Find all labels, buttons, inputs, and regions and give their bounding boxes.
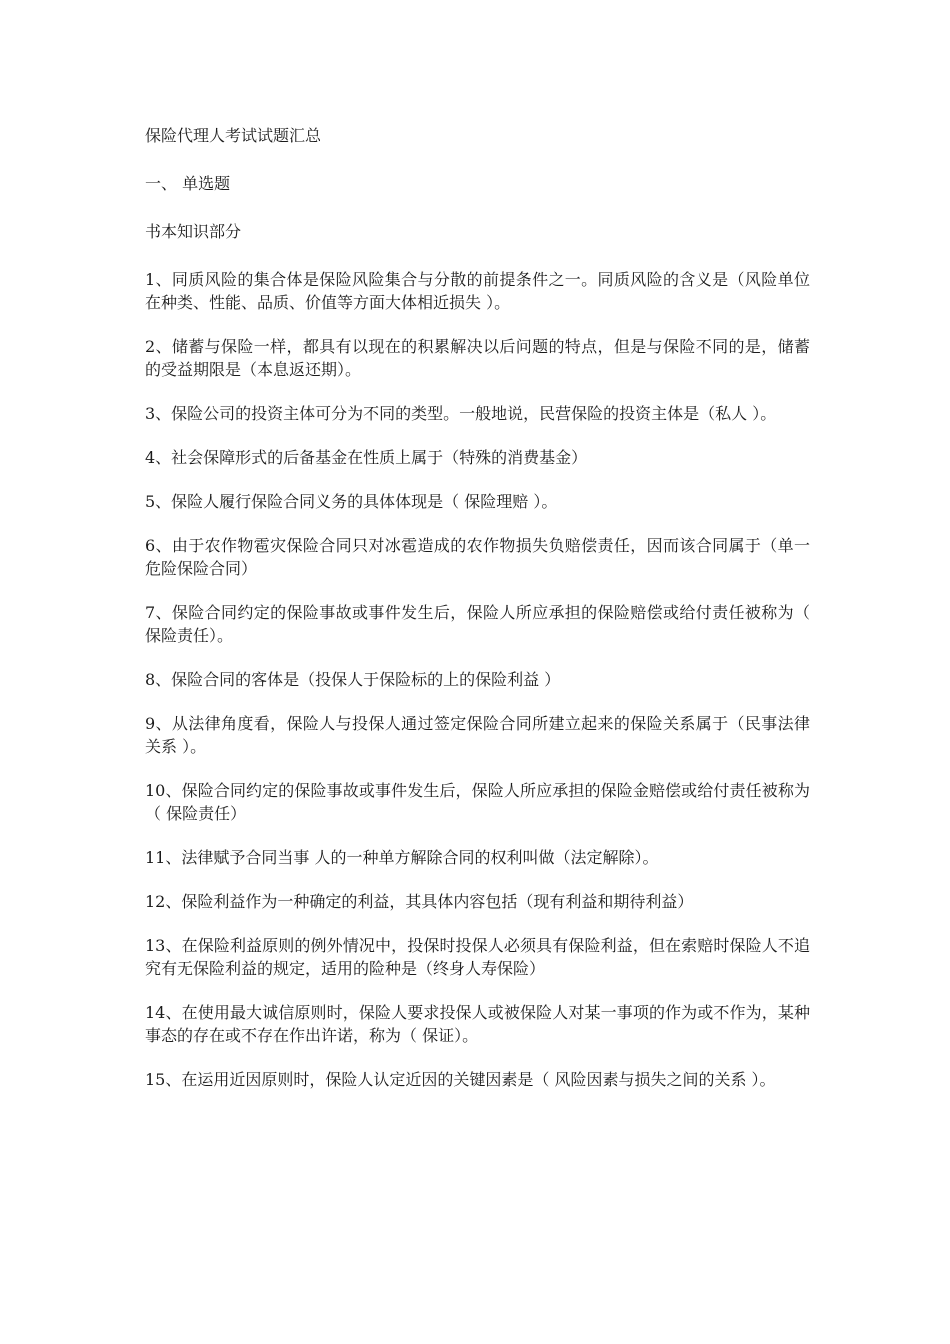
question-7: 7、保险合同约定的保险事故或事件发生后，保险人所应承担的保险赔偿或给付责任被称为（ 保险责任）。	[145, 603, 810, 645]
question-1: 1、同质风险的集合体是保险风险集合与分散的前提条件之一。同质风险的含义是（风险单位在种类、性能、品质、价值等方面大体相近损失 ）。	[145, 270, 810, 312]
document-title: 保险代理人考试试题汇总	[145, 126, 322, 145]
document-body	[145, 124, 810, 1112]
question-9: 9、从法律角度看，保险人与投保人通过签定保险合同所建立起来的保险关系属于（民事法律关系 ）。	[145, 714, 810, 756]
question-5: 5、保险人履行保险合同义务的具体体现是（ 保险理赔 ）。	[145, 492, 558, 511]
question-3: 3、保险公司的投资主体可分为不同的类型。一般地说，民营保险的投资主体是（私人 ）。	[145, 404, 777, 423]
question-10: 10、保险合同约定的保险事故或事件发生后，保险人所应承担的保险金赔偿或给付责任被称为（ 保险责任）	[145, 781, 810, 823]
question-12: 12、保险利益作为一种确定的利益，其具体内容包括（现有利益和期待利益）	[145, 892, 694, 911]
subsection-heading: 书本知识部分	[145, 222, 242, 241]
question-14: 14、在使用最大诚信原则时，保险人要求投保人或被保险人对某一事项的作为或不作为，某种事态的存在或不存在作出许诺，称为（ 保证）。	[145, 1003, 810, 1045]
question-6: 6、由于农作物雹灾保险合同只对冰雹造成的农作物损失负赔偿责任，因而该合同属于（单一危险保险合同）	[145, 536, 810, 578]
question-11: 11、法律赋予合同当事 人的一种单方解除合同的权利叫做（法定解除）。	[145, 848, 659, 867]
question-15: 15、在运用近因原则时，保险人认定近因的关键因素是（ 风险因素与损失之间的关系 ）。	[145, 1070, 776, 1089]
question-13: 13、在保险利益原则的例外情况中，投保时投保人必须具有保险利益，但在索赔时保险人不追究有无保险利益的规定，适用的险种是（终身人寿保险）	[145, 936, 810, 978]
section-heading: 一、 单选题	[145, 174, 231, 193]
question-2: 2、储蓄与保险一样，都具有以现在的积累解决以后问题的特点，但是与保险不同的是，储蓄的受益期限是（本息返还期）。	[145, 337, 810, 379]
question-4: 4、社会保障形式的后备基金在性质上属于（特殊的消费基金）	[145, 448, 588, 467]
question-8: 8、保险合同的客体是（投保人于保险标的上的保险利益 ）	[145, 670, 561, 689]
